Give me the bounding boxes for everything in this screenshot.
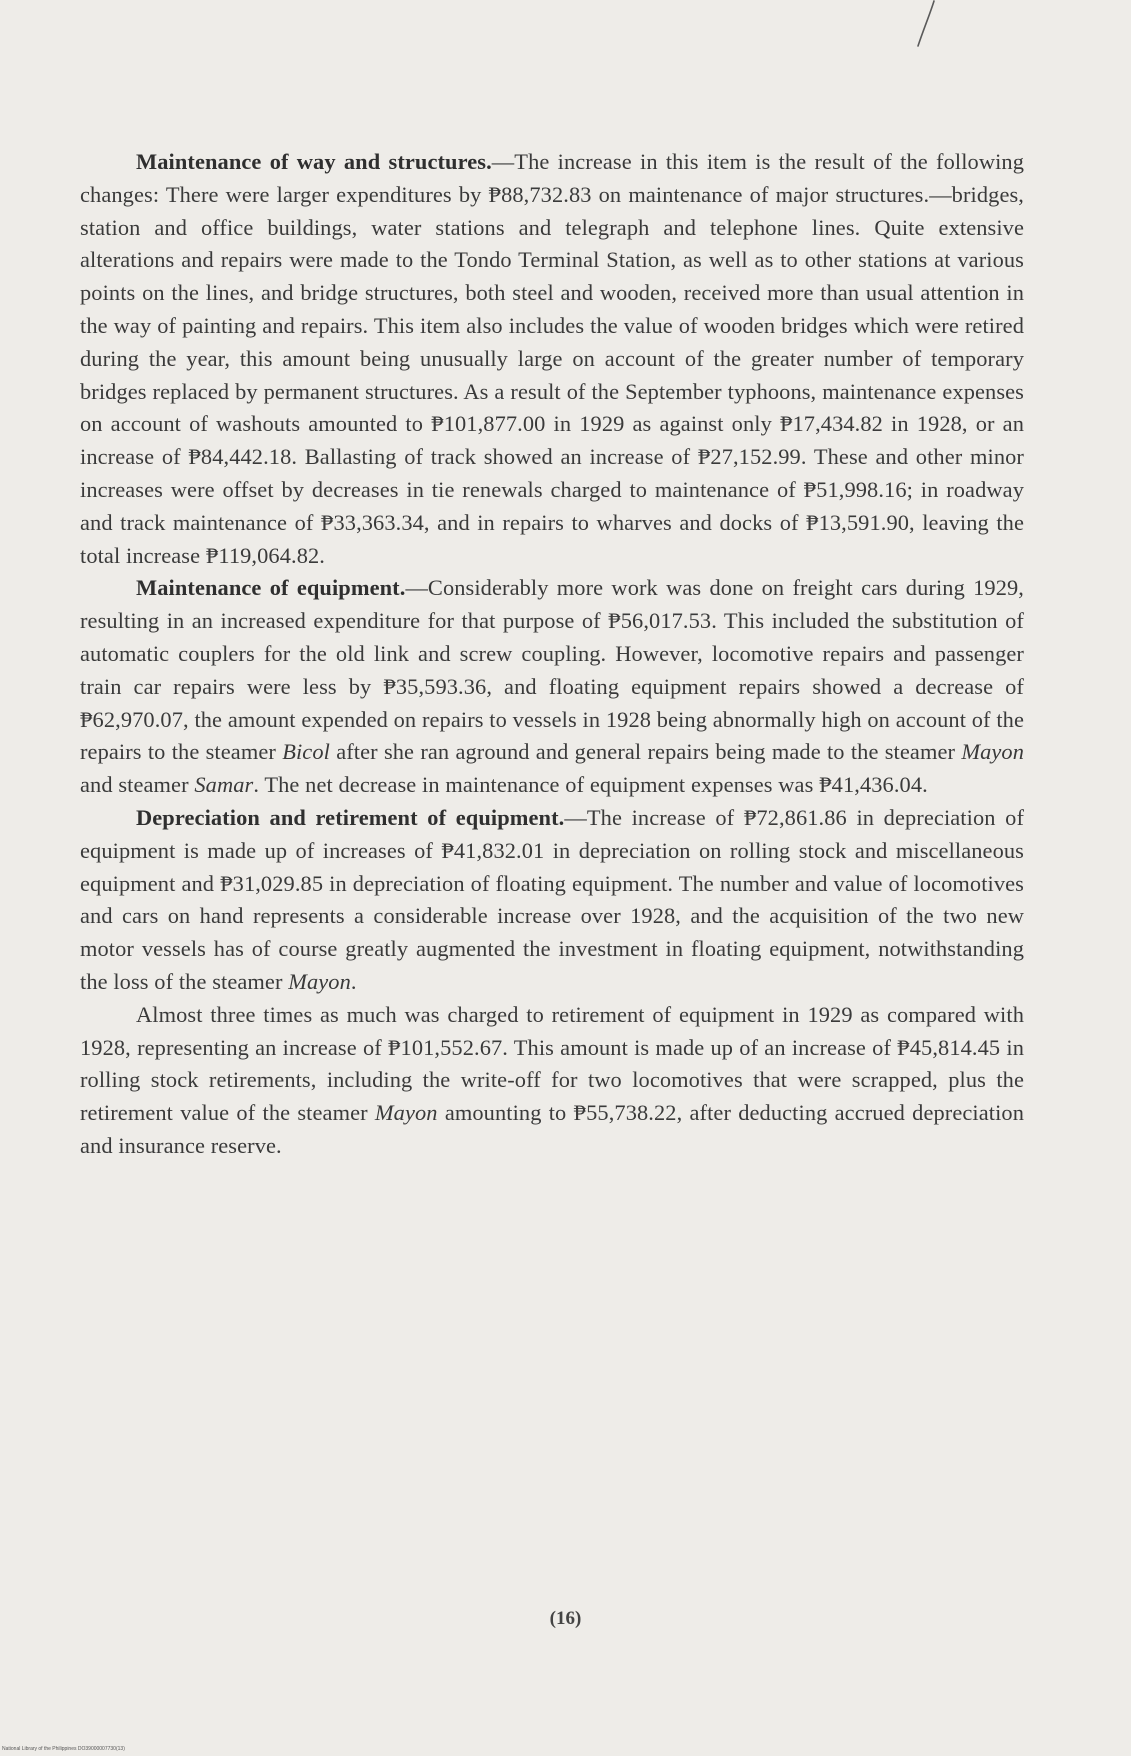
scan-credit: National Library of the Philippines DO39000007730(13) bbox=[2, 1746, 125, 1752]
vessel-name: Bicol bbox=[282, 739, 330, 765]
paragraph-text: —Considerably more work was done on freight cars during 1929, resulting in an increased expenditure for that purpose of ₱56,017.53. This included the substitution of automatic couplers for the old link and screw coupling. However, locomotive repairs and passenger train car repairs were less by ₱35,593.36, and floating equipment repairs showed a decrease of ₱62,970.07, the amount expended on repairs to vessels in 1928 being abnormally high on account of the repairs to the steamer bbox=[80, 575, 1024, 765]
vessel-name: Mayon bbox=[961, 739, 1024, 765]
vessel-name: Mayon bbox=[374, 1100, 438, 1126]
paragraph-text: —The increase in this item is the result of the following changes: There were larger expenditures by ₱88,732.83 on maintenance of major structures.—bridges, station and office buildings, water stations and telegraph and telephone lines. Quite extensive alterations and repairs were made to the Tondo Terminal Station, as well as to other stations at various points on the lines, and bridge structures, both steel and wooden, received more than usual attention in the way of painting and repairs. This item also includes the value of wooden bridges which were retired during the year, this amount being unusually large on account of the greater number of temporary bridges replaced by permanent structures. As a result of the September typhoons, maintenance expenses on account of washouts amounted to ₱101,877.00 in 1929 as against only ₱17,434.82 in 1928, or an increase of ₱84,442.18. Ballasting of track showed an increase of ₱27,152.99. These and other minor increases were offset by decreases in tie renewals charged to maintenance of ₱51,998.16; in roadway and track maintenance of ₱33,363.34, and in repairs to wharves and docks of ₱13,591.90, leaving the total increase ₱119,064.82. bbox=[80, 149, 1024, 568]
page-number: (16) bbox=[549, 1608, 582, 1629]
paragraph-heading: Depreciation and retirement of equipment. bbox=[136, 804, 565, 830]
paragraph-text: Almost three times as much was charged to retirement of equipment in 1929 as compared with 1928, representing an increase of ₱101,552.67. This amount is made up of an increase of ₱45,814.45 in rolling stock retirements, including the write-off for two locomotives that were scrapped, plus the retirement value of the steamer bbox=[80, 1001, 1024, 1126]
paragraph-maintenance-of-equipment bbox=[80, 572, 1024, 802]
paragraph-text: and steamer bbox=[80, 772, 195, 798]
vessel-name: Mayon bbox=[288, 968, 351, 994]
paragraph-text: . bbox=[350, 968, 357, 994]
paragraph-retirement-details bbox=[80, 999, 1024, 1163]
paragraph-text: after she ran aground and general repairs being made to the steamer bbox=[329, 739, 962, 765]
paragraph-text: . The net decrease in maintenance of equipment expenses was ₱41,436.04. bbox=[253, 772, 928, 798]
paragraph-text: —The increase of ₱72,861.86 in depreciation of equipment is made up of increases of ₱41,832.01 in depreciation on rolling stock and miscellaneous equipment and ₱31,029.85 in depreciation of floating equipment. The number and value of locomotives and cars on hand represents a considerable increase over 1928, and the acquisition of the two new motor vessels has of course greatly augmented the investment in floating equipment, notwithstanding the loss of the steamer bbox=[80, 804, 1024, 994]
paragraph-maintenance-of-way bbox=[80, 146, 1024, 572]
paragraph-heading: Maintenance of equipment. bbox=[136, 575, 406, 601]
body-text bbox=[80, 146, 1024, 1163]
pen-stroke-mark bbox=[912, 0, 942, 50]
paragraph-heading: Maintenance of way and structures. bbox=[136, 149, 492, 174]
paragraph-depreciation-and-retirement bbox=[80, 802, 1024, 999]
paragraph-text: amounting to ₱55,738.22, after deducting accrued depreciation and insurance reserve. bbox=[80, 1100, 1024, 1158]
vessel-name: Samar bbox=[194, 772, 254, 798]
